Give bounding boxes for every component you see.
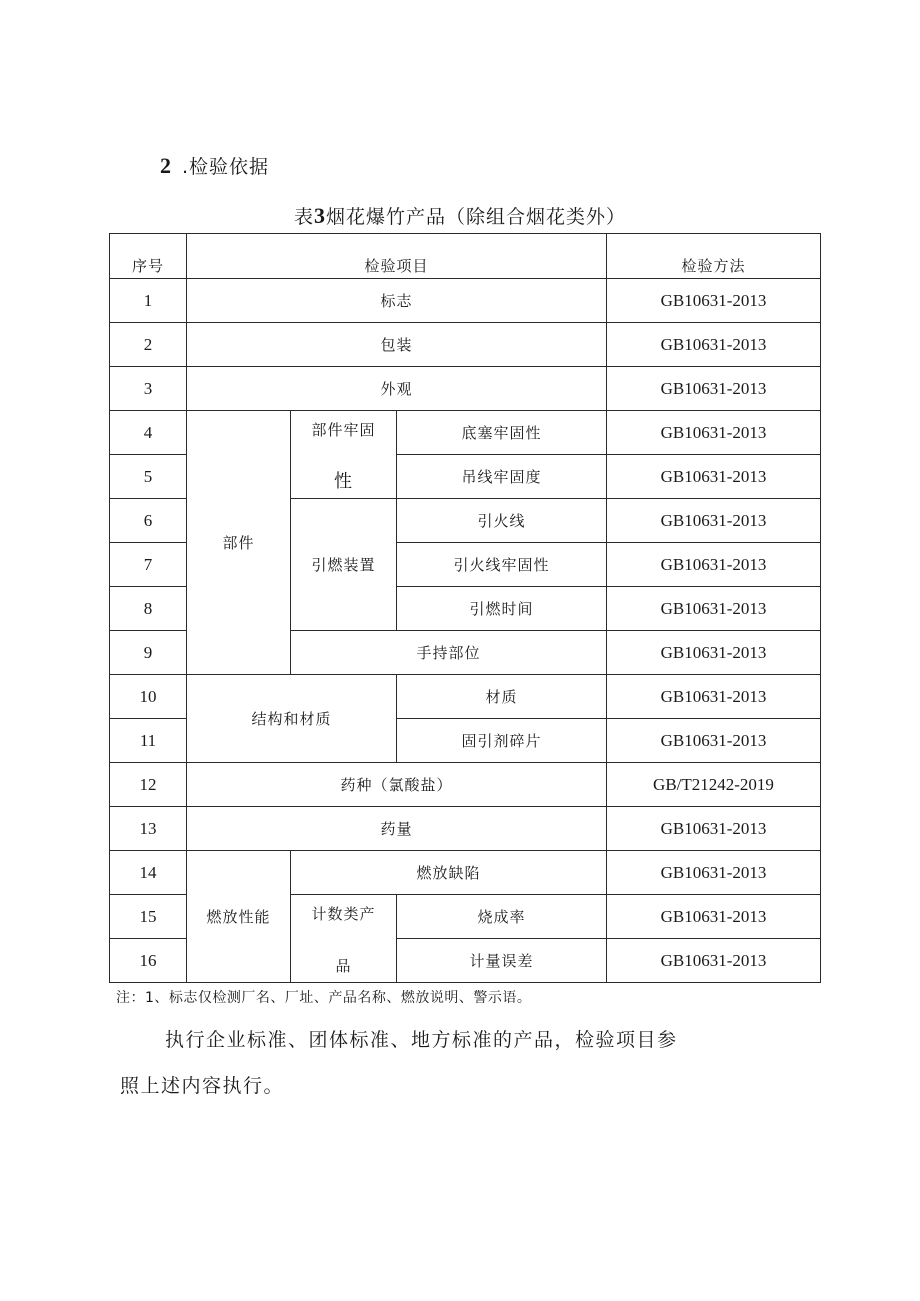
caption-number: 3 [314,203,326,228]
row-sn: 16 [110,939,187,983]
row-item: 外观 [187,367,607,411]
row-item: 药种（氯酸盐） [187,763,607,807]
group-performance: 燃放性能 [187,851,291,983]
group-count-products [291,895,397,983]
table-row [110,851,821,895]
row-method: GB10631-2013 [607,939,821,983]
row-item: 材质 [397,675,607,719]
row-item: 引火线牢固性 [397,543,607,587]
header-method: 检验方法 [607,234,821,279]
paragraph-line-2: 照上述内容执行。 [120,1075,285,1097]
row-method: GB/T21242-2019 [607,763,821,807]
row-sn: 1 [110,279,187,323]
row-method: GB10631-2013 [607,587,821,631]
table-header-row [110,234,821,279]
row-sn: 15 [110,895,187,939]
row-sn: 7 [110,543,187,587]
group-fastness-line1: 部件牢固 [311,420,376,439]
group-ignition-device: 引燃装置 [291,499,397,631]
row-method: GB10631-2013 [607,367,821,411]
row-item: 烧成率 [397,895,607,939]
table-row [110,807,821,851]
caption-text: 烟花爆竹产品（除组合烟花类外） [326,206,627,228]
table-row [110,763,821,807]
row-sn: 5 [110,455,187,499]
row-item: 燃放缺陷 [291,851,607,895]
table-row [110,411,821,455]
row-method: GB10631-2013 [607,631,821,675]
group-parts: 部件 [187,411,291,675]
row-sn: 6 [110,499,187,543]
group-fastness-line2: 性 [334,470,353,492]
row-sn: 13 [110,807,187,851]
table-row [110,367,821,411]
row-item: 药量 [187,807,607,851]
row-item: 包装 [187,323,607,367]
paragraph-line-1: 执行企业标准、团体标准、地方标准的产品，检验项目参 [165,1029,678,1051]
row-method: GB10631-2013 [607,895,821,939]
section-heading [160,152,269,179]
row-item: 吊线牢固度 [397,455,607,499]
header-sn: 序号 [110,234,187,279]
row-sn: 14 [110,851,187,895]
row-method: GB10631-2013 [607,851,821,895]
row-item: 标志 [187,279,607,323]
row-sn: 12 [110,763,187,807]
row-item: 手持部位 [291,631,607,675]
row-method: GB10631-2013 [607,807,821,851]
table-note: 注：1、标志仅检测厂名、厂址、产品名称、燃放说明、警示语。 [116,990,532,1006]
table-row [110,675,821,719]
group-count-line1: 计数类产 [311,904,376,923]
row-sn: 4 [110,411,187,455]
row-sn: 8 [110,587,187,631]
inspection-table [109,233,821,983]
row-item: 引燃时间 [397,587,607,631]
row-method: GB10631-2013 [607,719,821,763]
section-number: 2 [160,153,172,178]
row-sn: 3 [110,367,187,411]
caption-prefix: 表 [293,206,314,228]
row-item: 底塞牢固性 [397,411,607,455]
group-fastness [291,411,397,499]
row-item: 计量误差 [397,939,607,983]
row-sn: 10 [110,675,187,719]
row-sn: 2 [110,323,187,367]
row-method: GB10631-2013 [607,411,821,455]
table-row [110,323,821,367]
row-method: GB10631-2013 [607,323,821,367]
row-item: 固引剂碎片 [397,719,607,763]
row-method: GB10631-2013 [607,543,821,587]
section-title: .检验依据 [182,156,270,178]
header-item: 检验项目 [187,234,607,279]
row-method: GB10631-2013 [607,455,821,499]
row-method: GB10631-2013 [607,675,821,719]
row-method: GB10631-2013 [607,279,821,323]
row-sn: 11 [110,719,187,763]
table-caption [0,202,920,229]
group-structure: 结构和材质 [187,675,397,763]
group-count-line2: 品 [335,956,352,975]
table-row [110,279,821,323]
row-item: 引火线 [397,499,607,543]
row-sn: 9 [110,631,187,675]
row-method: GB10631-2013 [607,499,821,543]
